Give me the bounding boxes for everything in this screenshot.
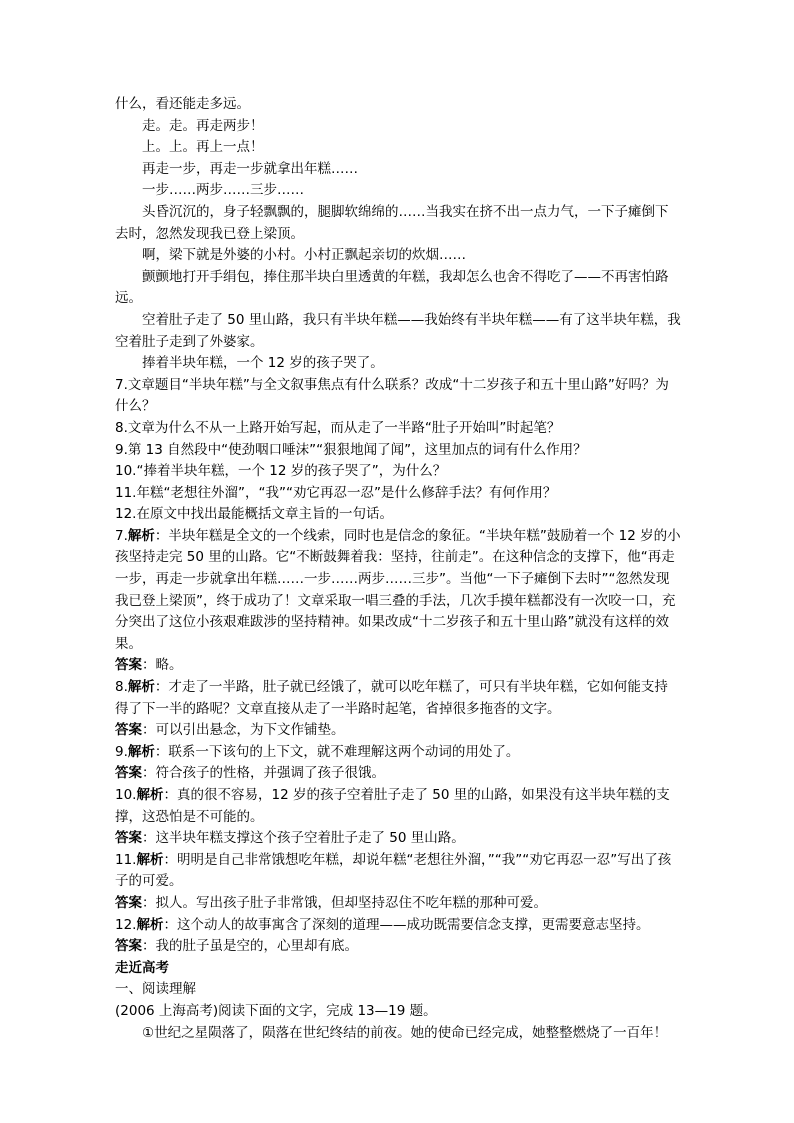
answer-label: 答案 xyxy=(115,657,142,674)
question-8: 8.文章为什么不从一上路开始写起，而从走了一半路“肚子开始叫”时起笔？ xyxy=(115,419,561,436)
analysis-9 xyxy=(115,742,681,764)
analysis-number: 11. xyxy=(115,851,137,868)
analysis-text: ：半块年糕是全文的一个线索，同时也是信念的象征。“半块年糕”鼓励着一个 12 岁的小孩坚持走完 50 里的山路。它“不断鼓舞着我：坚持，往前走”。在这种信念的支撑下，他“再走一步，再走一步就拿出年糕……一步……两步……三步”。当他“一下子瘫倒下去时”“忽然发现我已登上梁顶”，终于成功了！文章采取一唱三叠的手法，几次手摸年糕都没有一次咬一口，充分突出了这位小孩艰难跋涉的坚持精神。如果改成“十二岁孩子和五十里山路”就没有这样的效果。 xyxy=(115,527,681,652)
answer-9 xyxy=(115,763,681,785)
analysis-number: 12. xyxy=(115,916,137,933)
analysis-label: 解析 xyxy=(136,851,164,868)
story-paragraph: 颤颤地打开手绢包，捧住那半块白里透黄的年糕，我却怎么也舍不得吃了——不再害怕路远。 xyxy=(115,268,669,307)
analysis-text: ：才走了一半路，肚子就已经饿了，就可以吃年糕了，可只有半块年糕，它如何能支持得了下一半的路呢？文章直接从走了一半路时起笔，省掉很多拖沓的文字。 xyxy=(115,679,668,717)
section-subheading: 一、阅读理解 xyxy=(115,981,196,998)
answer-label: 答案 xyxy=(115,894,142,911)
story-line: 走。走。再走两步！ xyxy=(142,117,264,134)
story-line: 啊，梁下就是外婆的小村。小村正飘起亲切的炊烟…… xyxy=(142,247,466,264)
analysis-label: 解析 xyxy=(136,916,164,933)
story-line: 捧着半块年糕，一个 12 岁的孩子哭了。 xyxy=(142,355,384,372)
analysis-11 xyxy=(115,850,681,893)
question-10: 10.“捧着半块年糕，一个 12 岁的孩子哭了”，为什么？ xyxy=(115,463,447,480)
analysis-text: ：真的很不容易，12 岁的孩子空着肚子走了 50 里的山路，如果没有这半块年糕的支撑，这恐怕是不可能的。 xyxy=(115,787,670,825)
section-heading: 走近高考 xyxy=(115,959,169,976)
question-11: 11.年糕“老想往外溜”，“我”“劝它再忍一忍”是什么修辞手法？有何作用？ xyxy=(115,484,557,501)
answer-label: 答案 xyxy=(115,830,142,847)
answer-text: ：这半块年糕支撑这个孩子空着肚子走了 50 里山路。 xyxy=(142,830,465,847)
story-line: 再走一步，再走一步就拿出年糕…… xyxy=(142,160,358,177)
answer-text: ：拟人。写出孩子肚子非常饿，但却坚持忍住不吃年糕的那种可爱。 xyxy=(142,894,547,911)
analysis-number: 7. xyxy=(115,527,128,544)
story-paragraph: 头昏沉沉的，身子轻飘飘的，腿脚软绵绵的……当我实在挤不出一点力气，一下子瘫倒下去时，忽然发现我已登上梁顶。 xyxy=(115,203,669,242)
answer-10 xyxy=(115,828,681,850)
analysis-10 xyxy=(115,785,681,828)
question-7: 7.文章题目“半块年糕”与全文叙事焦点有什么联系？改成“十二岁孩子和五十里山路”好吗？为什么？ xyxy=(115,376,669,415)
analysis-label: 解析 xyxy=(127,679,155,696)
analysis-text: ：明明是自己非常饿想吃年糕，却说年糕“老想往外溜，”“我”“劝它再忍一忍”写出了孩子的可爱。 xyxy=(115,851,672,890)
analysis-12 xyxy=(115,915,681,937)
question-12: 12.在原文中找出最能概括文章主旨的一句话。 xyxy=(115,506,393,523)
story-line: 什么，看还能走多远。 xyxy=(115,96,250,112)
document-body xyxy=(115,94,681,1044)
passage-paragraph: ①世纪之星陨落了，陨落在世纪终结的前夜。她的使命已经完成，她整整燃烧了一百年！ xyxy=(142,1024,668,1041)
analysis-8 xyxy=(115,677,681,720)
story-paragraph: 空着肚子走了 50 里山路，我只有半块年糕——我始终有半块年糕——有了这半块年糕，我空着肚子走到了外婆家。 xyxy=(115,311,681,350)
analysis-number: 10. xyxy=(115,787,137,803)
answer-text: ：可以引出悬念，为下文作铺垫。 xyxy=(142,722,345,739)
answer-label: 答案 xyxy=(115,938,142,955)
answer-8 xyxy=(115,720,681,742)
analysis-7 xyxy=(115,526,681,656)
answer-text: ：略。 xyxy=(142,657,183,674)
analysis-text: ：这个动人的故事寓含了深刻的道理——成功既需要信念支撑，更需要意志坚持。 xyxy=(163,916,650,933)
story-line: 一步……两步……三步…… xyxy=(142,182,304,199)
analysis-label: 解析 xyxy=(136,787,164,803)
section-source: (2006 上海高考)阅读下面的文字，完成 13—19 题。 xyxy=(115,1002,437,1019)
answer-label: 答案 xyxy=(115,765,142,782)
answer-text: ：符合孩子的性格，并强调了孩子很饿。 xyxy=(142,765,385,782)
analysis-number: 8. xyxy=(115,679,128,696)
analysis-text: ：联系一下该句的上下文，就不难理解这两个动词的用处了。 xyxy=(154,743,520,760)
analysis-label: 解析 xyxy=(127,527,155,544)
answer-7 xyxy=(115,655,681,677)
analysis-number: 9. xyxy=(115,743,128,760)
answer-12 xyxy=(115,936,681,958)
question-9: 9.第 13 自然段中“使劲咽口唾沫”“狠狠地闻了闻”，这里加点的词有什么作用？ xyxy=(115,441,587,458)
analysis-label: 解析 xyxy=(127,743,155,760)
answer-label: 答案 xyxy=(115,722,142,739)
story-line: 上。上。再上一点！ xyxy=(142,139,264,156)
answer-11 xyxy=(115,893,681,915)
answer-text: ：我的肚子虽是空的，心里却有底。 xyxy=(142,938,358,955)
